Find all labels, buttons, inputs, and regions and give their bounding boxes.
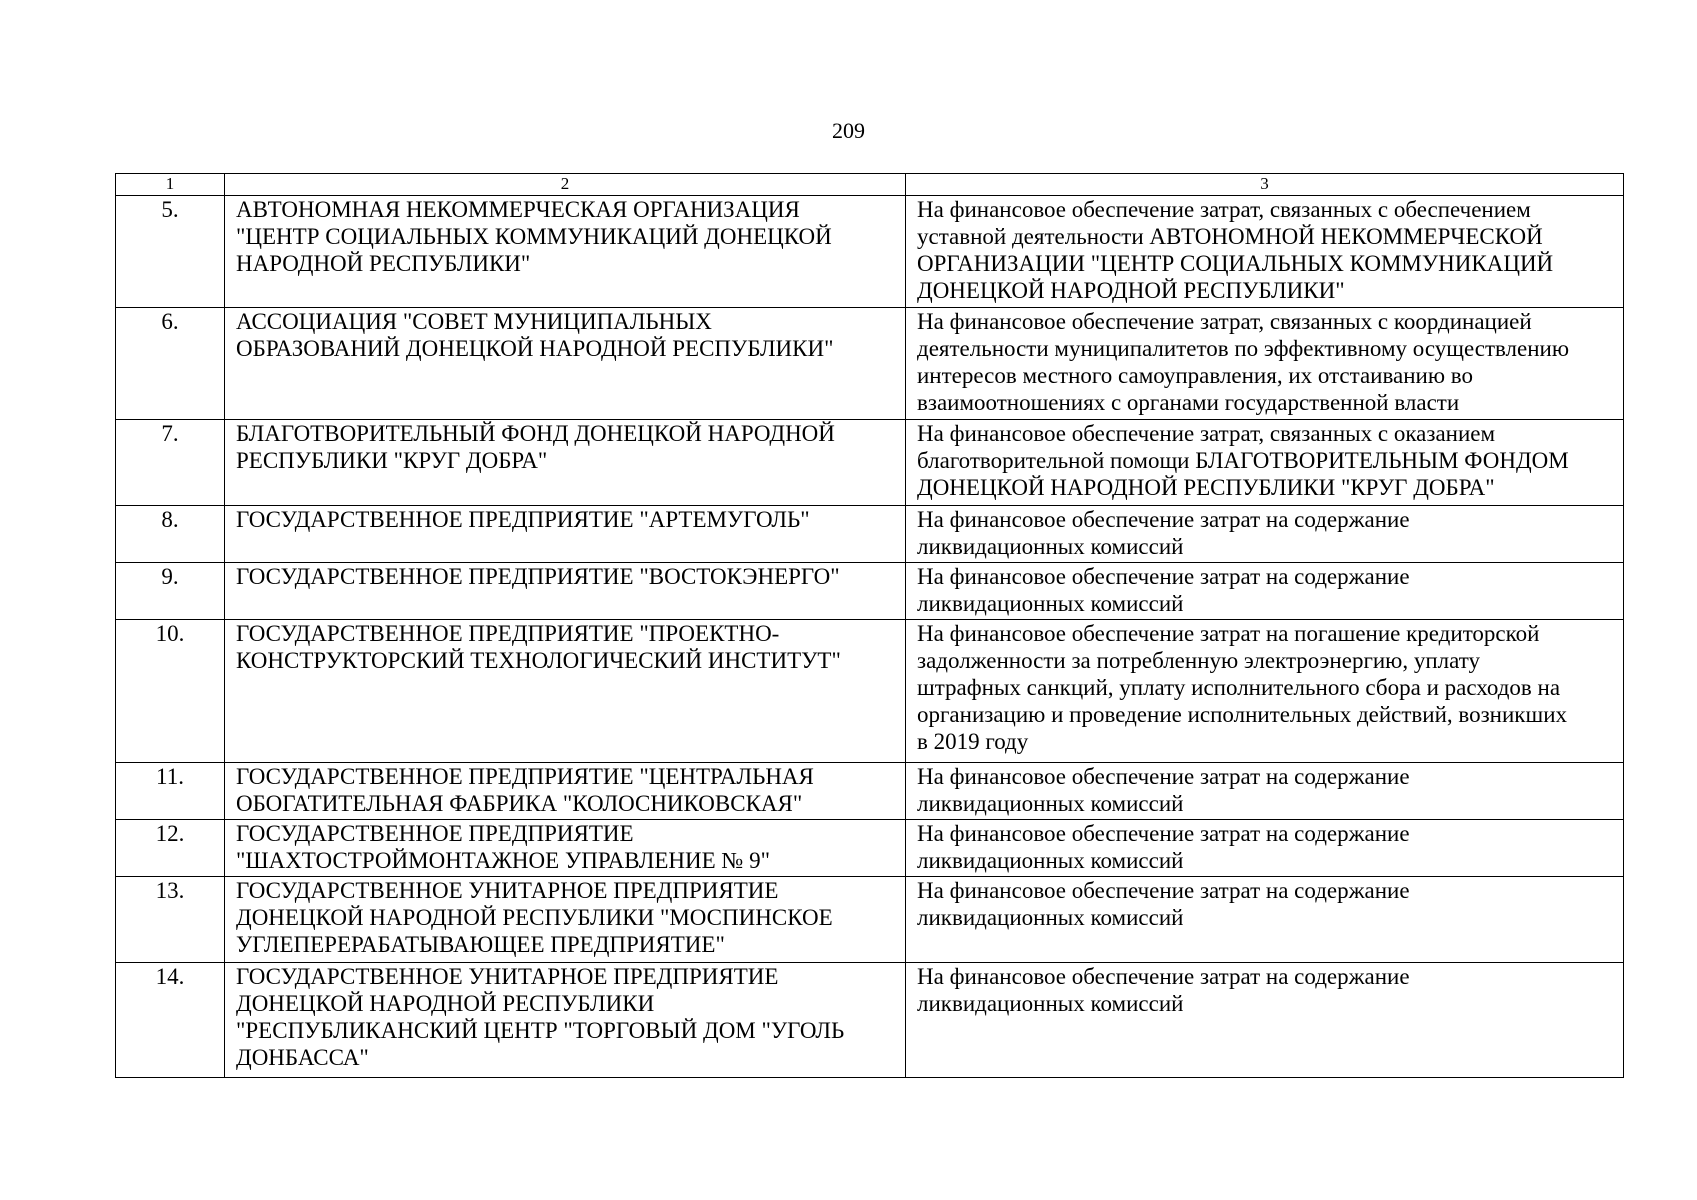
organization-name: ГОСУДАРСТВЕННОЕ УНИТАРНОЕ ПРЕДПРИЯТИЕ ДОНЕЦКОЙ НАРОДНОЙ РЕСПУБЛИКИ "РЕСПУБЛИКАНСКИЙ ЦЕНТР "ТОРГОВЫЙ ДОМ "УГОЛЬ ДОНБАССА" xyxy=(236,964,845,1070)
purpose-text: На финансовое обеспечение затрат на содержание ликвидационных комиссий xyxy=(917,878,1410,930)
row-number: 10. xyxy=(116,620,225,763)
organization-name-cell xyxy=(225,506,906,563)
purpose-cell xyxy=(906,196,1624,308)
row-number: 12. xyxy=(116,820,225,877)
row-number: 6. xyxy=(116,308,225,420)
organization-name-cell xyxy=(225,963,906,1078)
row-number: 8. xyxy=(116,506,225,563)
purpose-cell xyxy=(906,963,1624,1078)
purpose-text: На финансовое обеспечение затрат, связанных с обеспечением уставной деятельности АВТОНОМНОЙ НЕКОММЕРЧЕСКОЙ ОРГАНИЗАЦИИ "ЦЕНТР СОЦИАЛЬНЫХ КОММУНИКАЦИЙ ДОНЕЦКОЙ НАРОДНОЙ РЕСПУБЛИКИ" xyxy=(917,197,1554,303)
purpose-cell xyxy=(906,763,1624,820)
purpose-text: На финансовое обеспечение затрат на содержание ликвидационных комиссий xyxy=(917,764,1410,816)
table-row xyxy=(116,420,1624,506)
organization-name: АССОЦИАЦИЯ "СОВЕТ МУНИЦИПАЛЬНЫХ ОБРАЗОВАНИЙ ДОНЕЦКОЙ НАРОДНОЙ РЕСПУБЛИКИ" xyxy=(236,309,834,361)
organization-name-cell xyxy=(225,877,906,963)
table-row xyxy=(116,620,1624,763)
table-row xyxy=(116,563,1624,620)
subsidy-table xyxy=(115,173,1624,1078)
table-row xyxy=(116,963,1624,1078)
organization-name-cell xyxy=(225,196,906,308)
organization-name-cell xyxy=(225,420,906,506)
row-number: 5. xyxy=(116,196,225,308)
purpose-cell xyxy=(906,820,1624,877)
header-col-2: 2 xyxy=(225,174,906,196)
organization-name: ГОСУДАРСТВЕННОЕ ПРЕДПРИЯТИЕ "ПРОЕКТНО- КОНСТРУКТОРСКИЙ ТЕХНОЛОГИЧЕСКИЙ ИНСТИТУТ" xyxy=(236,621,841,673)
purpose-cell xyxy=(906,563,1624,620)
table-row xyxy=(116,308,1624,420)
table-row xyxy=(116,820,1624,877)
purpose-text: На финансовое обеспечение затрат на содержание ликвидационных комиссий xyxy=(917,564,1410,616)
row-number: 11. xyxy=(116,763,225,820)
row-number: 9. xyxy=(116,563,225,620)
row-number: 7. xyxy=(116,420,225,506)
organization-name-cell xyxy=(225,620,906,763)
purpose-text: На финансовое обеспечение затрат, связанных с координацией деятельности муниципалитетов по эффективному осуществлению интересов местного самоуправления, их отстаиванию во взаимоотношениях с органами государственной власти xyxy=(917,309,1570,415)
organization-name: ГОСУДАРСТВЕННОЕ ПРЕДПРИЯТИЕ "ВОСТОКЭНЕРГО" xyxy=(236,564,840,589)
organization-name: ГОСУДАРСТВЕННОЕ ПРЕДПРИЯТИЕ "АРТЕМУГОЛЬ" xyxy=(236,507,810,532)
organization-name-cell xyxy=(225,820,906,877)
row-number: 14. xyxy=(116,963,225,1078)
row-number: 13. xyxy=(116,877,225,963)
organization-name: ГОСУДАРСТВЕННОЕ ПРЕДПРИЯТИЕ "ШАХТОСТРОЙМОНТАЖНОЕ УПРАВЛЕНИЕ № 9" xyxy=(236,821,771,873)
organization-name: БЛАГОТВОРИТЕЛЬНЫЙ ФОНД ДОНЕЦКОЙ НАРОДНОЙ РЕСПУБЛИКИ "КРУГ ДОБРА" xyxy=(236,421,835,473)
header-col-1: 1 xyxy=(116,174,225,196)
organization-name-cell xyxy=(225,308,906,420)
table-row xyxy=(116,506,1624,563)
table-row xyxy=(116,196,1624,308)
organization-name: АВТОНОМНАЯ НЕКОММЕРЧЕСКАЯ ОРГАНИЗАЦИЯ "ЦЕНТР СОЦИАЛЬНЫХ КОММУНИКАЦИЙ ДОНЕЦКОЙ НАРОДНОЙ РЕСПУБЛИКИ" xyxy=(236,197,832,276)
purpose-cell xyxy=(906,877,1624,963)
purpose-text: На финансовое обеспечение затрат на содержание ликвидационных комиссий xyxy=(917,821,1410,873)
page-number: 209 xyxy=(832,118,865,143)
purpose-cell xyxy=(906,620,1624,763)
header-col-3: 3 xyxy=(906,174,1624,196)
purpose-text: На финансовое обеспечение затрат на содержание ликвидационных комиссий xyxy=(917,964,1410,1016)
organization-name: ГОСУДАРСТВЕННОЕ УНИТАРНОЕ ПРЕДПРИЯТИЕ ДОНЕЦКОЙ НАРОДНОЙ РЕСПУБЛИКИ "МОСПИНСКОЕ УГЛЕПЕРЕРАБАТЫВАЮЩЕЕ ПРЕДПРИЯТИЕ" xyxy=(236,878,833,957)
organization-name-cell xyxy=(225,563,906,620)
purpose-text: На финансовое обеспечение затрат, связанных с оказанием благотворительной помощи БЛАГОТВОРИТЕЛЬНЫМ ФОНДОМ ДОНЕЦКОЙ НАРОДНОЙ РЕСПУБЛИКИ "КРУГ ДОБРА" xyxy=(917,421,1569,500)
purpose-cell xyxy=(906,308,1624,420)
organization-name: ГОСУДАРСТВЕННОЕ ПРЕДПРИЯТИЕ "ЦЕНТРАЛЬНАЯ ОБОГАТИТЕЛЬНАЯ ФАБРИКА "КОЛОСНИКОВСКАЯ" xyxy=(236,764,814,816)
organization-name-cell xyxy=(225,763,906,820)
table-header-row xyxy=(116,174,1624,196)
purpose-cell xyxy=(906,506,1624,563)
table-row xyxy=(116,763,1624,820)
purpose-text: На финансовое обеспечение затрат на погашение кредиторской задолженности за потребленную электроэнергию, уплату штрафных санкций, уплату исполнительного сбора и расходов на организацию и проведение исполнительных действий, возникших в 2019 году xyxy=(917,621,1567,754)
purpose-cell xyxy=(906,420,1624,506)
table-row xyxy=(116,877,1624,963)
purpose-text: На финансовое обеспечение затрат на содержание ликвидационных комиссий xyxy=(917,507,1410,559)
